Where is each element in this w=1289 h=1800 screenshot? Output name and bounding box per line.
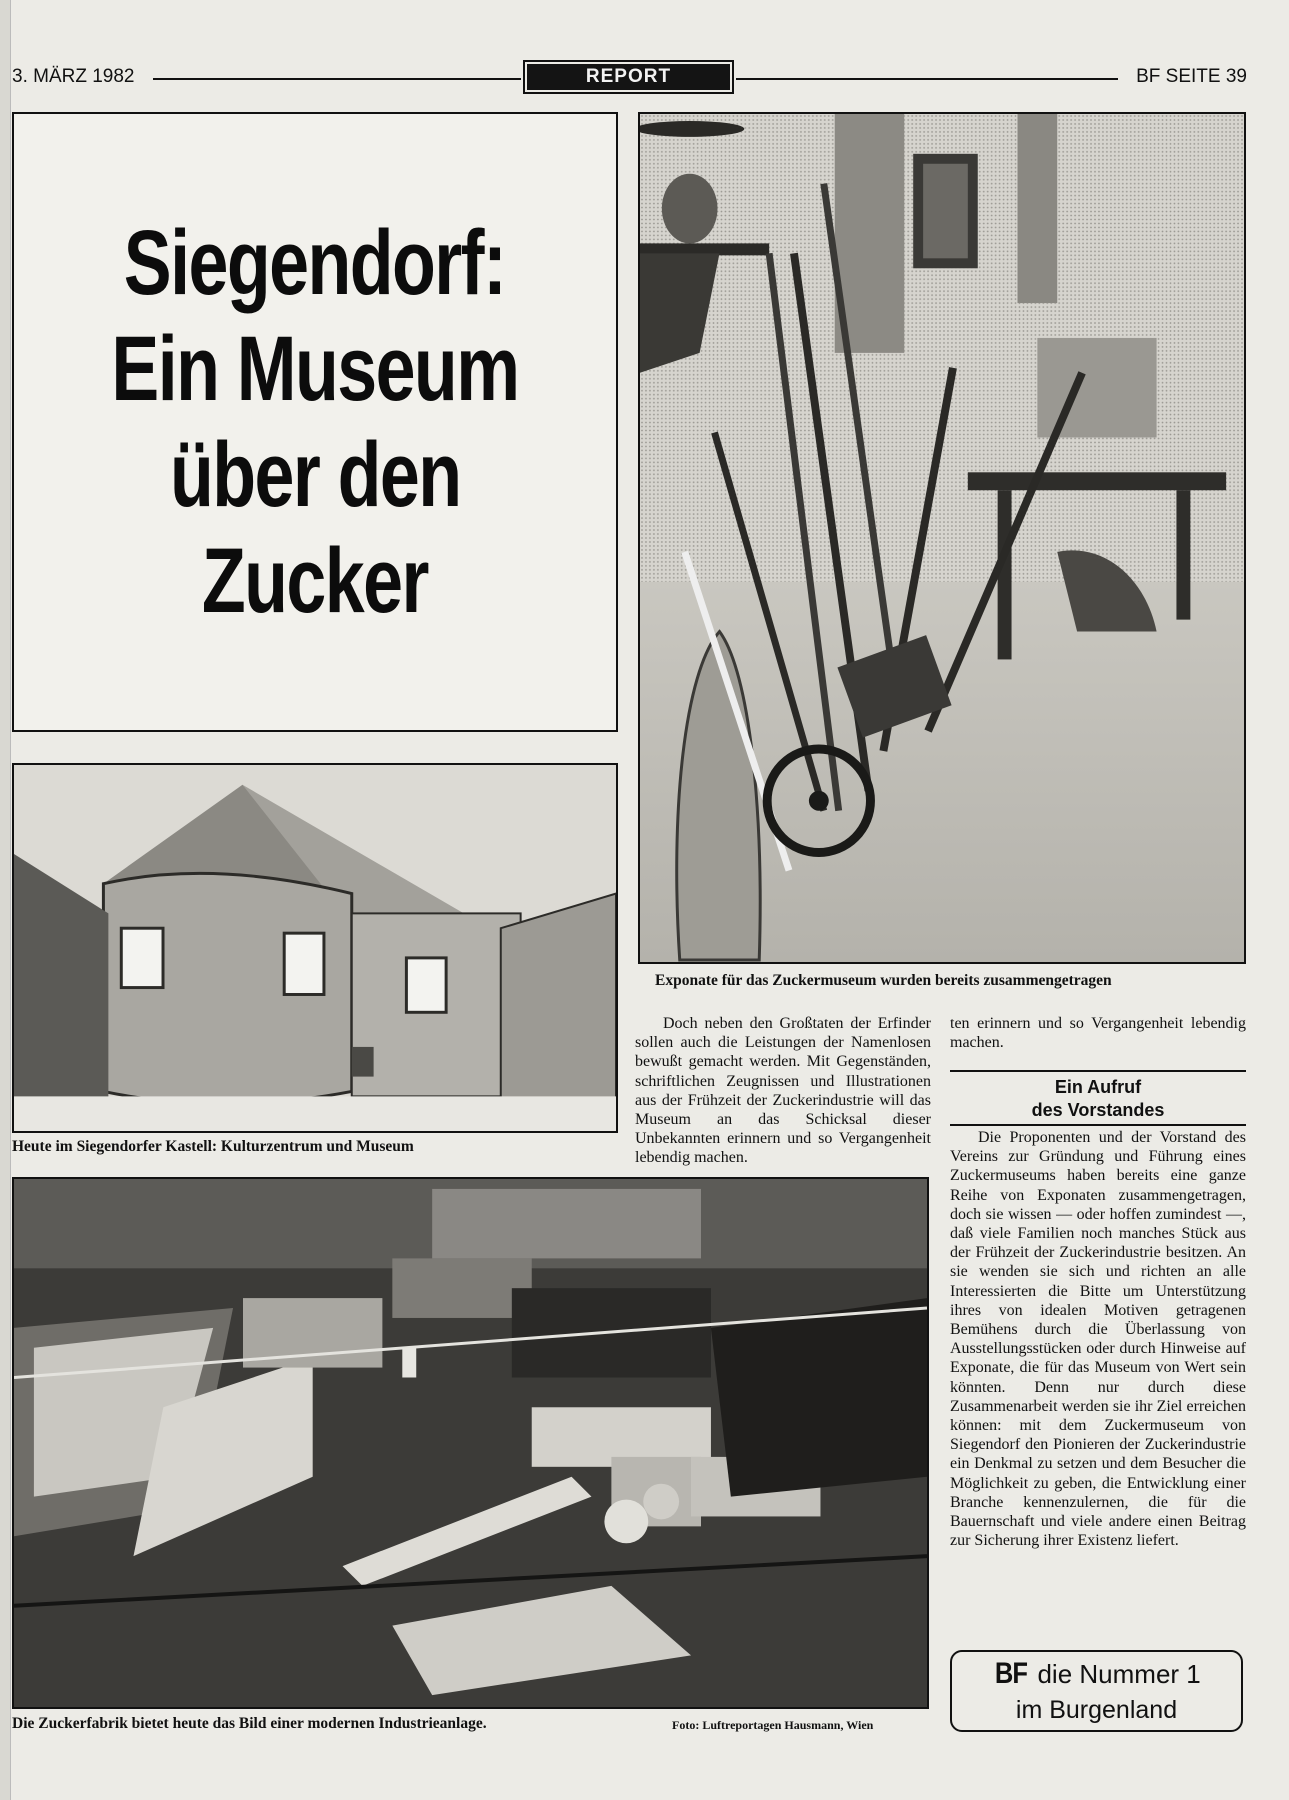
- factory-caption: Die Zuckerfabrik bietet heute das Bild einer modernen Industrieanlage.: [12, 1715, 487, 1732]
- tools-photo: [638, 112, 1246, 964]
- factory-photo: [12, 1177, 929, 1709]
- castle-photo: [12, 763, 618, 1133]
- article-column-1: Doch neben den Großtaten der Erfinder sollen auch die Leistungen der Namenlosen bewußt gemacht werden. Mit Gegenständen, schriftlichen Zeugnissen und Illustrationen aus der Frühzeit der Zuckerindustrie will das Museum an das Schicksal dieser Unbekannten erinnern und so Vergangenheit lebendig machen.: [635, 1015, 931, 1166]
- headline-line-2: Ein Museum: [111, 318, 519, 420]
- article-column-2-top: ten erinnern und so Vergangenheit lebendig machen.: [950, 1015, 1246, 1052]
- brand-logo: BF: [995, 1657, 1028, 1690]
- photo-credit: Foto: Luftreportagen Hausmann, Wien: [672, 1718, 874, 1732]
- header-date: 3. MÄRZ 1982: [12, 66, 135, 87]
- header-rule-left: [153, 78, 521, 80]
- ad-line-1: die Nummer 1: [1037, 1659, 1201, 1689]
- header-page-number: BF SEITE 39: [1136, 66, 1247, 87]
- headline-line-3: über den: [169, 424, 461, 526]
- headline-line-4: Zucker: [202, 530, 428, 632]
- header-rule-right: [736, 78, 1118, 80]
- subheading: Ein Aufruf des Vorstandes: [950, 1070, 1246, 1126]
- article-column-2: Die Proponenten und der Vorstand des Vereins zur Gründung und Führung eines Zuckermuseums haben bereits eine ganze Reihe von Exponaten zusammengetragen, doch sie wissen — oder hoffen zumindest —, daß viele Familien noch manches Stück aus der Frühzeit der Zuckerindustrie besitzen. An sie wenden sie sich und richten an alle Interessierten die Bitte um Unterstützung ihres von idealen Motiven getragenen Bemühens durch die Überlassung von Ausstellungsstücken oder durch Hinweise auf Exponate, die für das Museum von Wert sein könnten. Denn nur durch diese Zusammenarbeit werden sie ihr Ziel erreichen können: mit dem Zuckermuseum von Siegendorf den Pionieren der Zuckerindustrie ein Denkmal zu setzen und dem Besucher die Möglichkeit zu geben, die Entwicklung einer Branche kennenzulernen, die für die Bauernschaft und viele andere einen Beitrag zur Sicherung ihrer Existenz liefert.: [950, 1129, 1246, 1550]
- headline-box: [12, 112, 618, 732]
- page-edge: [0, 0, 11, 1800]
- ad-line-2: im Burgenland: [1015, 1696, 1178, 1724]
- headline-line-1: Siegendorf:: [124, 212, 506, 314]
- section-label: REPORT: [523, 60, 734, 94]
- castle-caption: Heute im Siegendorfer Kastell: Kulturzentrum und Museum: [12, 1138, 414, 1155]
- tools-caption: Exponate für das Zuckermuseum wurden bereits zusammengetragen: [655, 972, 1112, 989]
- brand-ad-box: [950, 1650, 1243, 1732]
